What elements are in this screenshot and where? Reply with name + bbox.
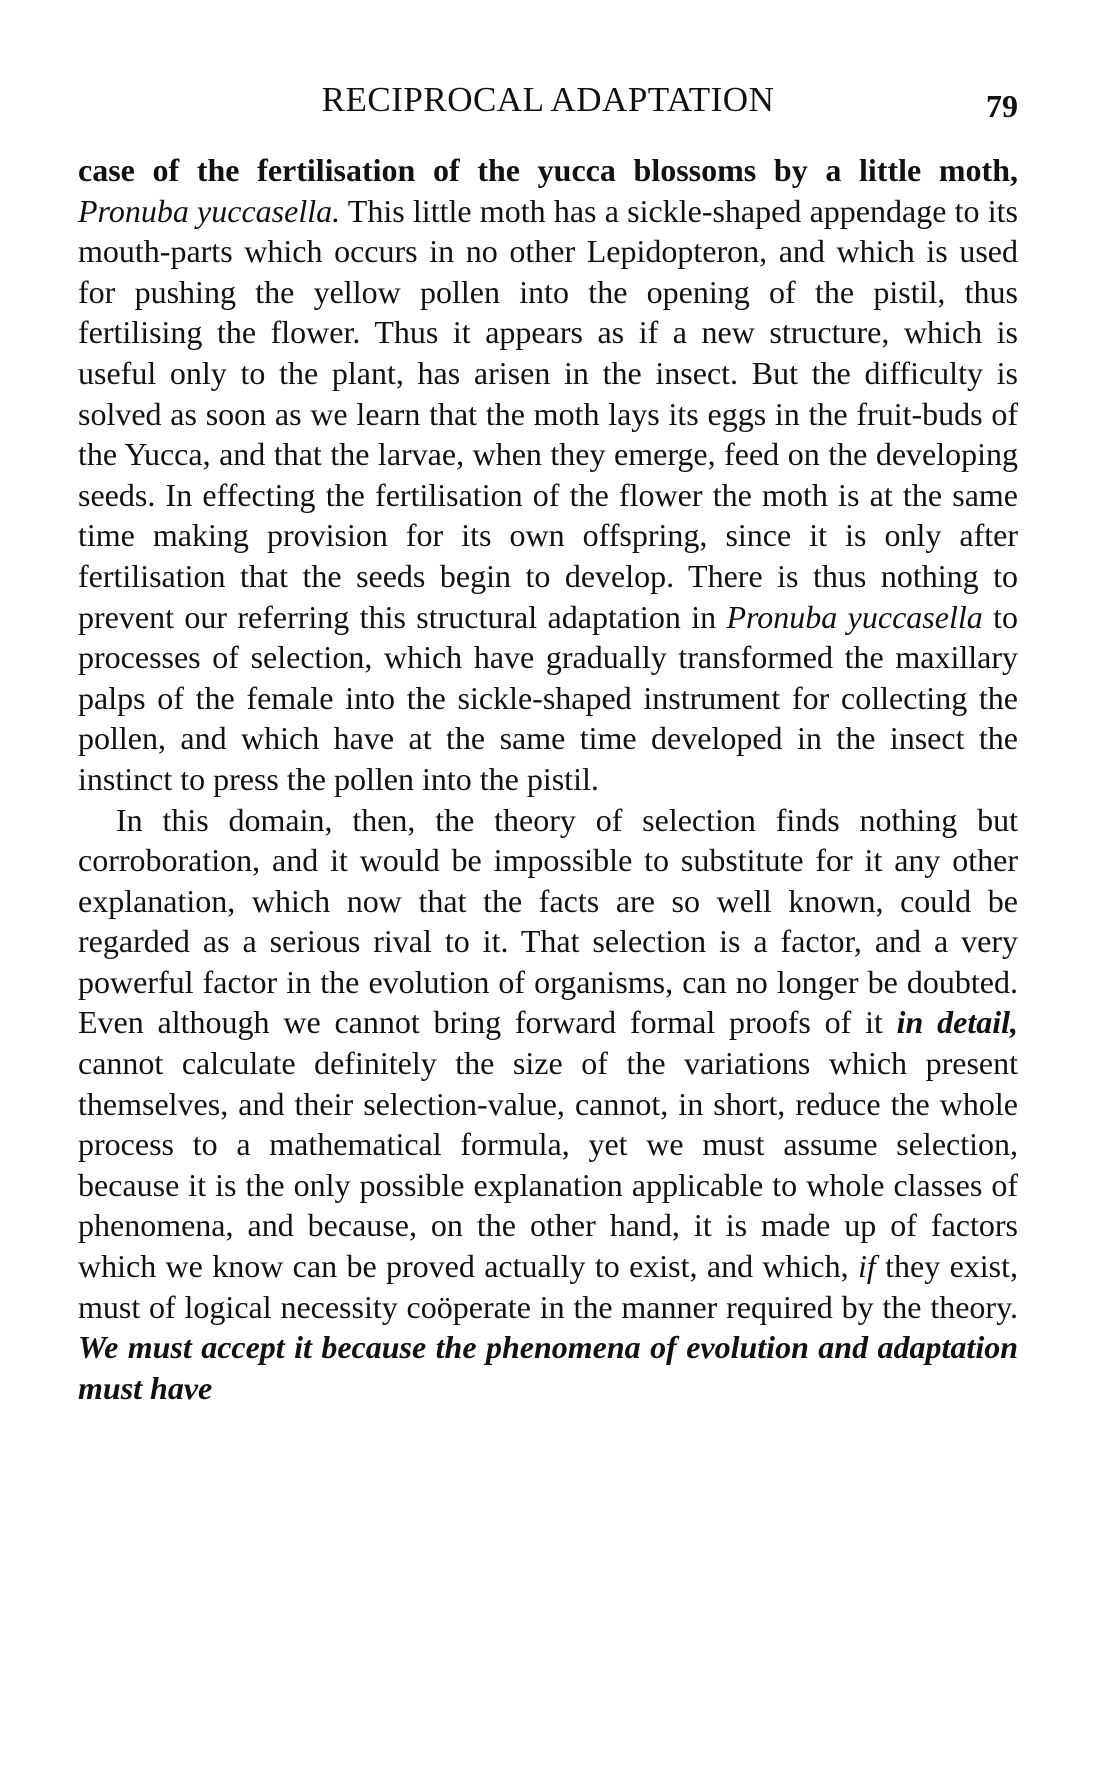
paragraph-text: In this domain, then, the theory of selection finds nothing but corroboration, and it would be impossible to substitute for it any other explanation, which now that the facts are so well known, could be regarded as a serious rival to it. That selection is a factor, and a very powerful factor in the evolution of organisms, can no longer be doubted. Even although we cannot bring forward formal proofs of it (78, 801, 1018, 1041)
paragraph-yucca-moth (78, 150, 1018, 800)
paragraph-selection-theory (78, 800, 1018, 1409)
emphasis-if: if (857, 1248, 876, 1285)
paragraph-text: cannot calculate definitely the size of the variations which present themselves, and their selection-value, cannot, in short, reduce the whole process to a mathematical formula, yet we must assume selection, because it is the only possible explanation applicable to whole classes of phenomena, and because, on the other hand, it is made up of factors which we know can be proved actually to exist, and which, (78, 1045, 1018, 1285)
running-title: RECIPROCAL ADAPTATION (321, 80, 775, 119)
page-number: 79 (986, 88, 1018, 124)
emphasis-closing-sentence: We must accept it because the phenomena of evolution and adaptation must have (78, 1329, 1018, 1406)
emphasis-in-detail: in detail, (896, 1004, 1018, 1041)
paragraph-text: This little moth has a sickle-shaped appendage to its mouth-parts which occurs in no other Lepidopteron, and which is used for pushing the yellow pollen into the opening of the pistil, thus fertilising the flower. Thus it appears as if a new structure, which is useful only to the plant, has arisen in the insect. But the difficulty is solved as soon as we learn that the moth lays its eggs in the fruit-buds of the Yucca, and that the larvae, when they emerge, feed on the developing seeds. In effecting the fertilisation of the flower the moth is at the same time making provision for its own offspring, since it is only after fertilisation that the seeds begin to develop. There is thus nothing to prevent our referring this structural adaptation in (78, 192, 1019, 635)
species-name: Pronuba yuccasella. (78, 192, 341, 229)
species-name: Pronuba yuccasella (726, 598, 983, 635)
paragraph-text: they exist, must of logical necessity coöperate in the manner required by the theory. (78, 1248, 1019, 1325)
paragraph-opening: case of the fertilisation of the yucca blossoms by a little moth, (78, 152, 1018, 188)
running-head (78, 80, 1018, 128)
body-text (78, 150, 1018, 1408)
paragraph-text: to processes of selection, which have gradually transformed the maxillary palps of the female into the sickle-shaped instrument for collecting the pollen, and which have at the same time developed in the insect the instinct to press the pollen into the pistil. (78, 598, 1019, 797)
